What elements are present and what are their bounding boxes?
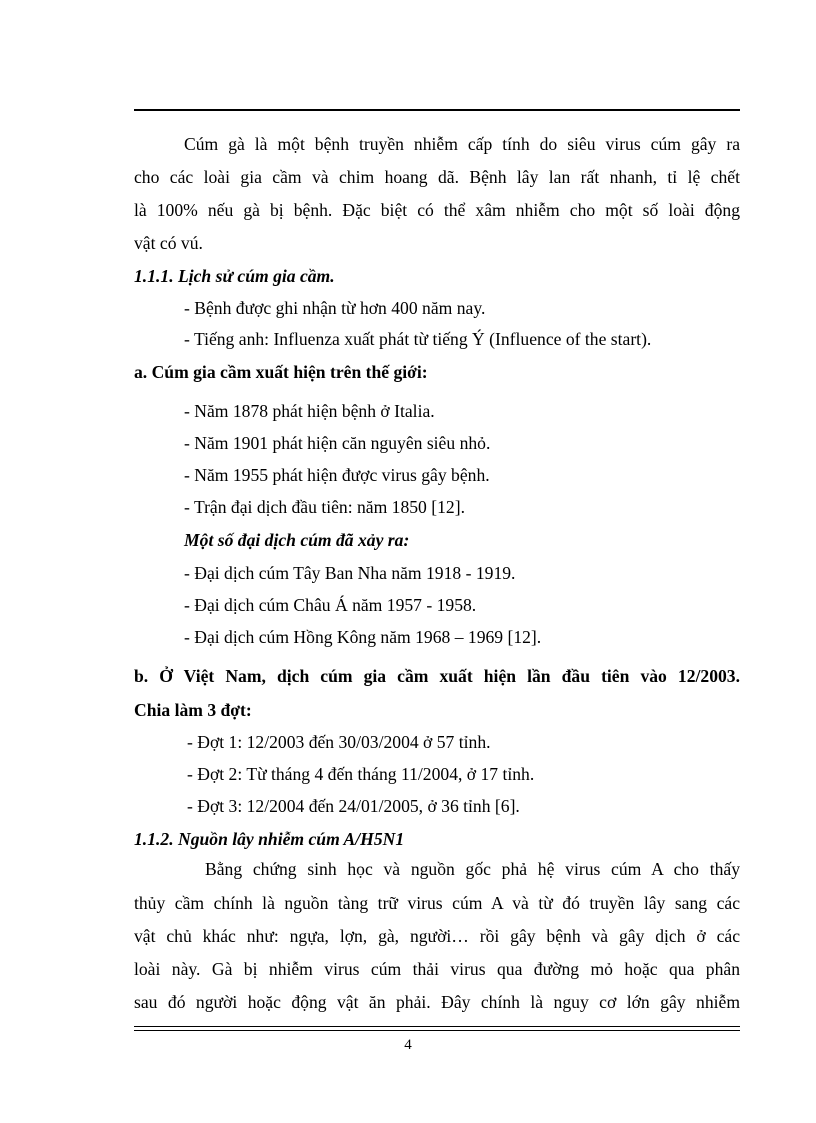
page-number: 4 [404,1037,412,1053]
section-heading-1-1-2: 1.1.2. Nguồn lây nhiễm cúm A/H5N1 [134,829,405,849]
footer-rule [134,1026,740,1027]
section-heading-1-1-1: 1.1.1. Lịch sử cúm gia cầm. [134,266,335,286]
list-item: - Đại dịch cúm Châu Á năm 1957 - 1958. [184,595,477,615]
subsection-heading-a: a. Cúm gia cầm xuất hiện trên thế giới: [134,362,428,382]
list-item: - Tiếng anh: Influenza xuất phát từ tiếng Ý (Influence of the start). [184,329,652,349]
paragraph-line: Bằng chứng sinh học và nguồn gốc phả hệ virus cúm A cho thấy [205,859,740,879]
list-item: - Năm 1955 phát hiện được virus gây bệnh. [184,465,490,485]
paragraph-line: vật chủ khác như: ngựa, lợn, gà, người… rồi gây bệnh và gây dịch ở các [134,926,740,946]
paragraph-line: Cúm gà là một bệnh truyền nhiễm cấp tính do siêu virus cúm gây ra [184,134,740,154]
subsection-heading-b: b. Ở Việt Nam, dịch cúm gia cầm xuất hiện lần đầu tiên vào 12/2003. [134,666,740,686]
paragraph-line: loài này. Gà bị nhiễm virus cúm thải virus qua đường mỏ hoặc qua phân [134,959,740,979]
list-item: - Đợt 1: 12/2003 đến 30/03/2004 ở 57 tỉnh. [187,732,491,752]
list-item: - Năm 1878 phát hiện bệnh ở Italia. [184,401,435,421]
list-item: - Đợt 3: 12/2004 đến 24/01/2005, ở 36 tỉnh [6]. [187,796,520,816]
paragraph-line: cho các loài gia cầm và chim hoang dã. Bệnh lây lan rất nhanh, tỉ lệ chết [134,167,740,187]
paragraph-line: là 100% nếu gà bị bệnh. Đặc biệt có thể xâm nhiễm cho một số loài động [134,200,740,220]
header-rule [134,109,740,111]
footer-rule [134,1030,740,1031]
list-item: - Bệnh được ghi nhận từ hơn 400 năm nay. [184,298,486,318]
list-item: - Đại dịch cúm Hồng Kông năm 1968 – 1969 [12]. [184,627,542,647]
list-item: - Đại dịch cúm Tây Ban Nha năm 1918 - 1919. [184,563,516,583]
list-item: - Đợt 2: Từ tháng 4 đến tháng 11/2004, ở 17 tỉnh. [187,764,535,784]
list-item: - Năm 1901 phát hiện căn nguyên siêu nhỏ. [184,433,491,453]
paragraph-line: thủy cầm chính là nguồn tàng trữ virus cúm A và từ đó truyền lây sang các [134,893,740,913]
pandemics-subheading: Một số đại dịch cúm đã xảy ra: [184,530,410,550]
list-item: - Trận đại dịch đầu tiên: năm 1850 [12]. [184,497,465,517]
subsection-heading-b-cont: Chia làm 3 đợt: [134,700,252,720]
paragraph-line: sau đó người hoặc động vật ăn phải. Đây chính là nguy cơ lớn gây nhiễm [134,992,740,1012]
paragraph-line: vật có vú. [134,233,203,253]
